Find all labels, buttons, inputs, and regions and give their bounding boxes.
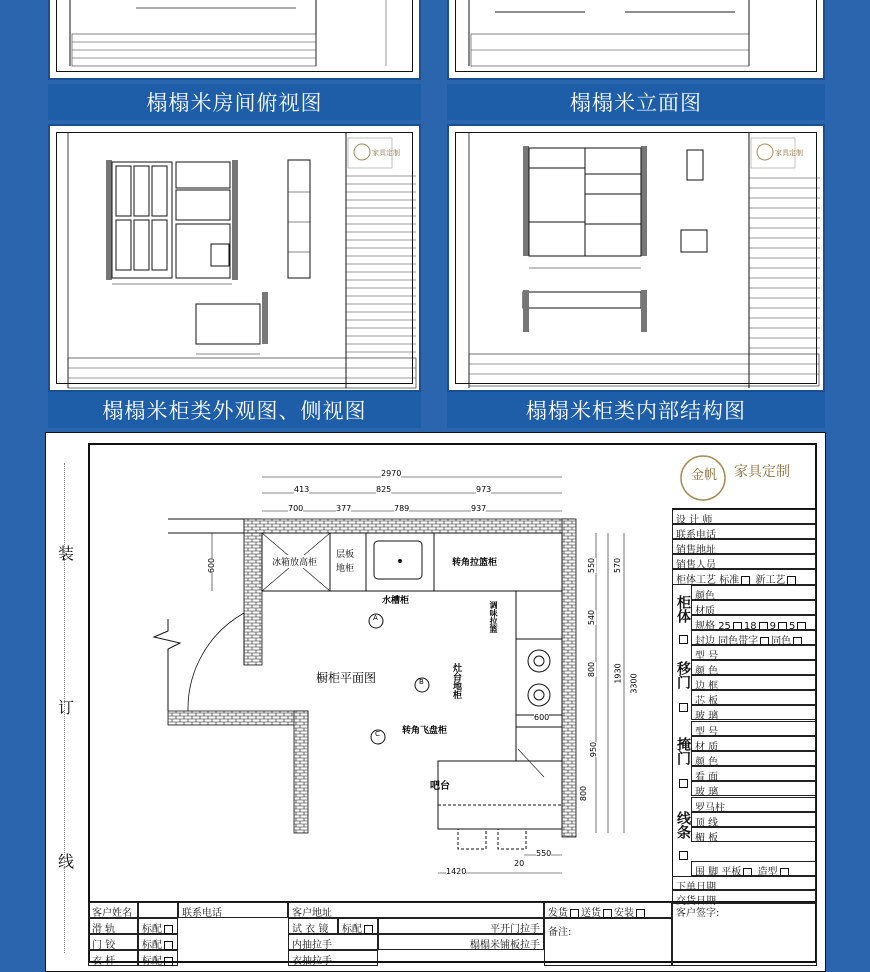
checkbox-hinge-standard[interactable]: [164, 941, 173, 950]
dim-right-540: 540: [587, 609, 597, 626]
checkbox-deliver[interactable]: [603, 909, 612, 918]
checkbox-new-craft[interactable]: [787, 576, 796, 585]
checkbox-rail-standard[interactable]: [164, 925, 173, 934]
checkbox-row3-standard[interactable]: [164, 957, 173, 966]
hinge-standard: 标配: [138, 934, 178, 950]
line-foot: 围 脚 平板 造型: [691, 861, 816, 876]
dim-right-3300: 3300: [629, 673, 639, 694]
svg-text:家具定制: 家具定制: [775, 149, 803, 157]
svg-text:家具定制: 家具定制: [372, 149, 400, 157]
customer-name-label: 客户姓名: [88, 902, 138, 918]
group-sliding-title: 移门: [675, 661, 691, 689]
cabinet-craft-opt1: 标准: [719, 575, 740, 586]
panel-kitchen-plan: [45, 432, 826, 972]
binding-label-xian: 线: [58, 852, 75, 871]
sliding-row: 边 框: [691, 675, 816, 690]
swing-row: 玻 璃: [691, 781, 816, 796]
flat-handle-label: 平开门拉手: [378, 918, 544, 934]
sliding-row: 颜 色: [691, 660, 816, 675]
form-column: [672, 509, 815, 905]
dim-top-2: 825: [376, 485, 392, 494]
label-sink-cabinet: 水槽柜: [382, 596, 410, 606]
exterior-side-drawing: [56, 132, 416, 388]
line-row: 罗马柱: [691, 797, 816, 812]
dim-550: 550: [536, 849, 552, 858]
plan-title: 橱柜平面图: [316, 671, 377, 685]
sliding-row: 玻 璃: [691, 705, 816, 720]
dim-top-1: 413: [294, 485, 310, 494]
row3-b-label: 衣抽拉手: [288, 950, 378, 966]
dim-left-600: 600: [207, 557, 217, 574]
cabinet-color: 颜色: [691, 585, 816, 600]
order-date: 下单日期: [672, 876, 816, 890]
label-shelf-2: 地柜: [336, 564, 355, 574]
mirror-standard: 标配: [338, 918, 378, 934]
group-cabinet-title: 柜体: [675, 595, 691, 623]
sliding-row: 芯 板: [691, 690, 816, 705]
dim-mid-4: 937: [471, 504, 487, 513]
line-row: 楣 板: [691, 827, 816, 842]
caption-room-topview: 榻榻米房间俯视图: [48, 84, 421, 120]
swing-row: 型 号: [691, 721, 816, 736]
sliding-row: 型 号: [691, 645, 816, 660]
swing-row: 颜 色: [691, 751, 816, 766]
dim-right-570: 570: [613, 557, 623, 574]
checkbox-cabinet[interactable]: [679, 635, 688, 644]
dim-600b: 600: [534, 713, 550, 722]
group-line-title: 线条: [675, 811, 691, 839]
form-row-address: 销售地址: [672, 539, 816, 554]
checkbox-line[interactable]: [679, 851, 688, 860]
marker-a: A: [373, 614, 378, 622]
marker-c: C: [375, 730, 380, 738]
top-left-drawing: [56, 0, 416, 74]
form-row-designer: 设 计 师: [672, 509, 816, 524]
checkbox-standard[interactable]: [741, 576, 750, 585]
cabinet-material: 材质: [691, 600, 816, 615]
marker-b: B: [419, 678, 424, 686]
binding-label-ding: 订: [58, 698, 75, 717]
cabinet-craft-opt2: 新工艺: [755, 575, 786, 586]
kitchen-plan-drawing: [88, 443, 672, 905]
dim-1420: 1420: [446, 867, 467, 876]
contact-label: 联系电话: [178, 902, 288, 918]
row3-standard: 标配: [138, 950, 178, 966]
label-seasoning: 调味拉篮: [489, 601, 498, 633]
dim-right-800b: 800: [579, 785, 589, 802]
dim-mid-3: 789: [394, 504, 410, 513]
address-label: 客户地址: [288, 902, 544, 918]
checkbox-sliding[interactable]: [679, 703, 688, 712]
label-shelf-1: 层板: [336, 550, 355, 560]
cabinet-craft-label: 柜体工艺: [676, 575, 716, 586]
customer-name-value[interactable]: [138, 902, 178, 918]
customer-sign-label: 客户签字:: [672, 902, 817, 966]
binding-dots: [64, 463, 65, 953]
cabinet-spec: 规格 25 18 9 5: [691, 615, 816, 630]
dim-total-top: 2970: [381, 469, 402, 478]
dim-top-3: 973: [476, 485, 492, 494]
brand-block: [672, 445, 815, 509]
label-fridge-tall: 冰箱放高柜: [272, 555, 317, 568]
line-row: 顶 线: [691, 812, 816, 827]
group-swing-title: 掩门: [675, 737, 691, 765]
swing-row: 看 面: [691, 766, 816, 781]
panel-top-left: [48, 0, 421, 80]
dim-right-950: 950: [589, 741, 599, 758]
label-bar: 吧台: [430, 781, 450, 792]
mirror-label: 试 衣 镜: [288, 918, 338, 934]
panel-top-right: [447, 0, 825, 80]
label-stove: 灶台地柜: [451, 663, 461, 699]
checkbox-swing[interactable]: [679, 779, 688, 788]
caption-elevation: 榻榻米立面图: [447, 84, 825, 120]
panel-interior: [447, 124, 825, 392]
remark-label: 备注:: [544, 918, 672, 966]
svg-text:金帆: 金帆: [691, 468, 718, 483]
form-row-phone: 联系电话: [672, 524, 816, 539]
tatami-handle-label: 榻榻米铺板拉手: [378, 934, 544, 950]
dim-mid-2: 377: [336, 504, 352, 513]
bottom-table: [88, 901, 817, 967]
dim-mid-1: 700: [288, 504, 304, 513]
brand-name: 家具定制: [734, 464, 790, 480]
checkbox-ship[interactable]: [570, 909, 579, 918]
caption-interior: 榻榻米柜类内部结构图: [447, 392, 825, 428]
checkbox-install[interactable]: [636, 909, 645, 918]
dim-right-550: 550: [587, 557, 597, 574]
caption-exterior-side: 榻榻米柜类外观图、侧视图: [48, 392, 421, 428]
interior-drawing: [455, 132, 820, 388]
label-corner-basket: 转角拉篮柜: [452, 558, 498, 568]
brand-seal-icon: [678, 453, 728, 503]
rail-standard: 标配: [138, 918, 178, 934]
hinge-label: 门 铰: [88, 934, 138, 950]
dim-20: 20: [514, 859, 525, 868]
delivery-date: 交货日期: [672, 890, 816, 904]
dim-right-800: 800: [587, 661, 597, 678]
swing-row: 材 质: [691, 736, 816, 751]
label-corner-fly: 转角飞盘柜: [402, 726, 448, 736]
form-row-sales: 销售人员: [672, 554, 816, 569]
form-cabinet-craft: [672, 569, 816, 585]
panel-exterior-side: [48, 124, 421, 392]
inner-drawer-label: 内抽拉手: [288, 934, 378, 950]
binding-label-zhuang: 装: [58, 544, 75, 563]
row3-a-label: 衣 杆: [88, 950, 138, 966]
delivery-options: 发货 送货 安装: [544, 902, 672, 918]
top-right-drawing: [455, 0, 820, 74]
rail-label: 滑 轨: [88, 918, 138, 934]
dim-right-1930: 1930: [613, 663, 623, 684]
cabinet-edge: 封边 同色带字 同色: [691, 630, 816, 645]
checkbox-mirror-standard[interactable]: [364, 925, 373, 934]
